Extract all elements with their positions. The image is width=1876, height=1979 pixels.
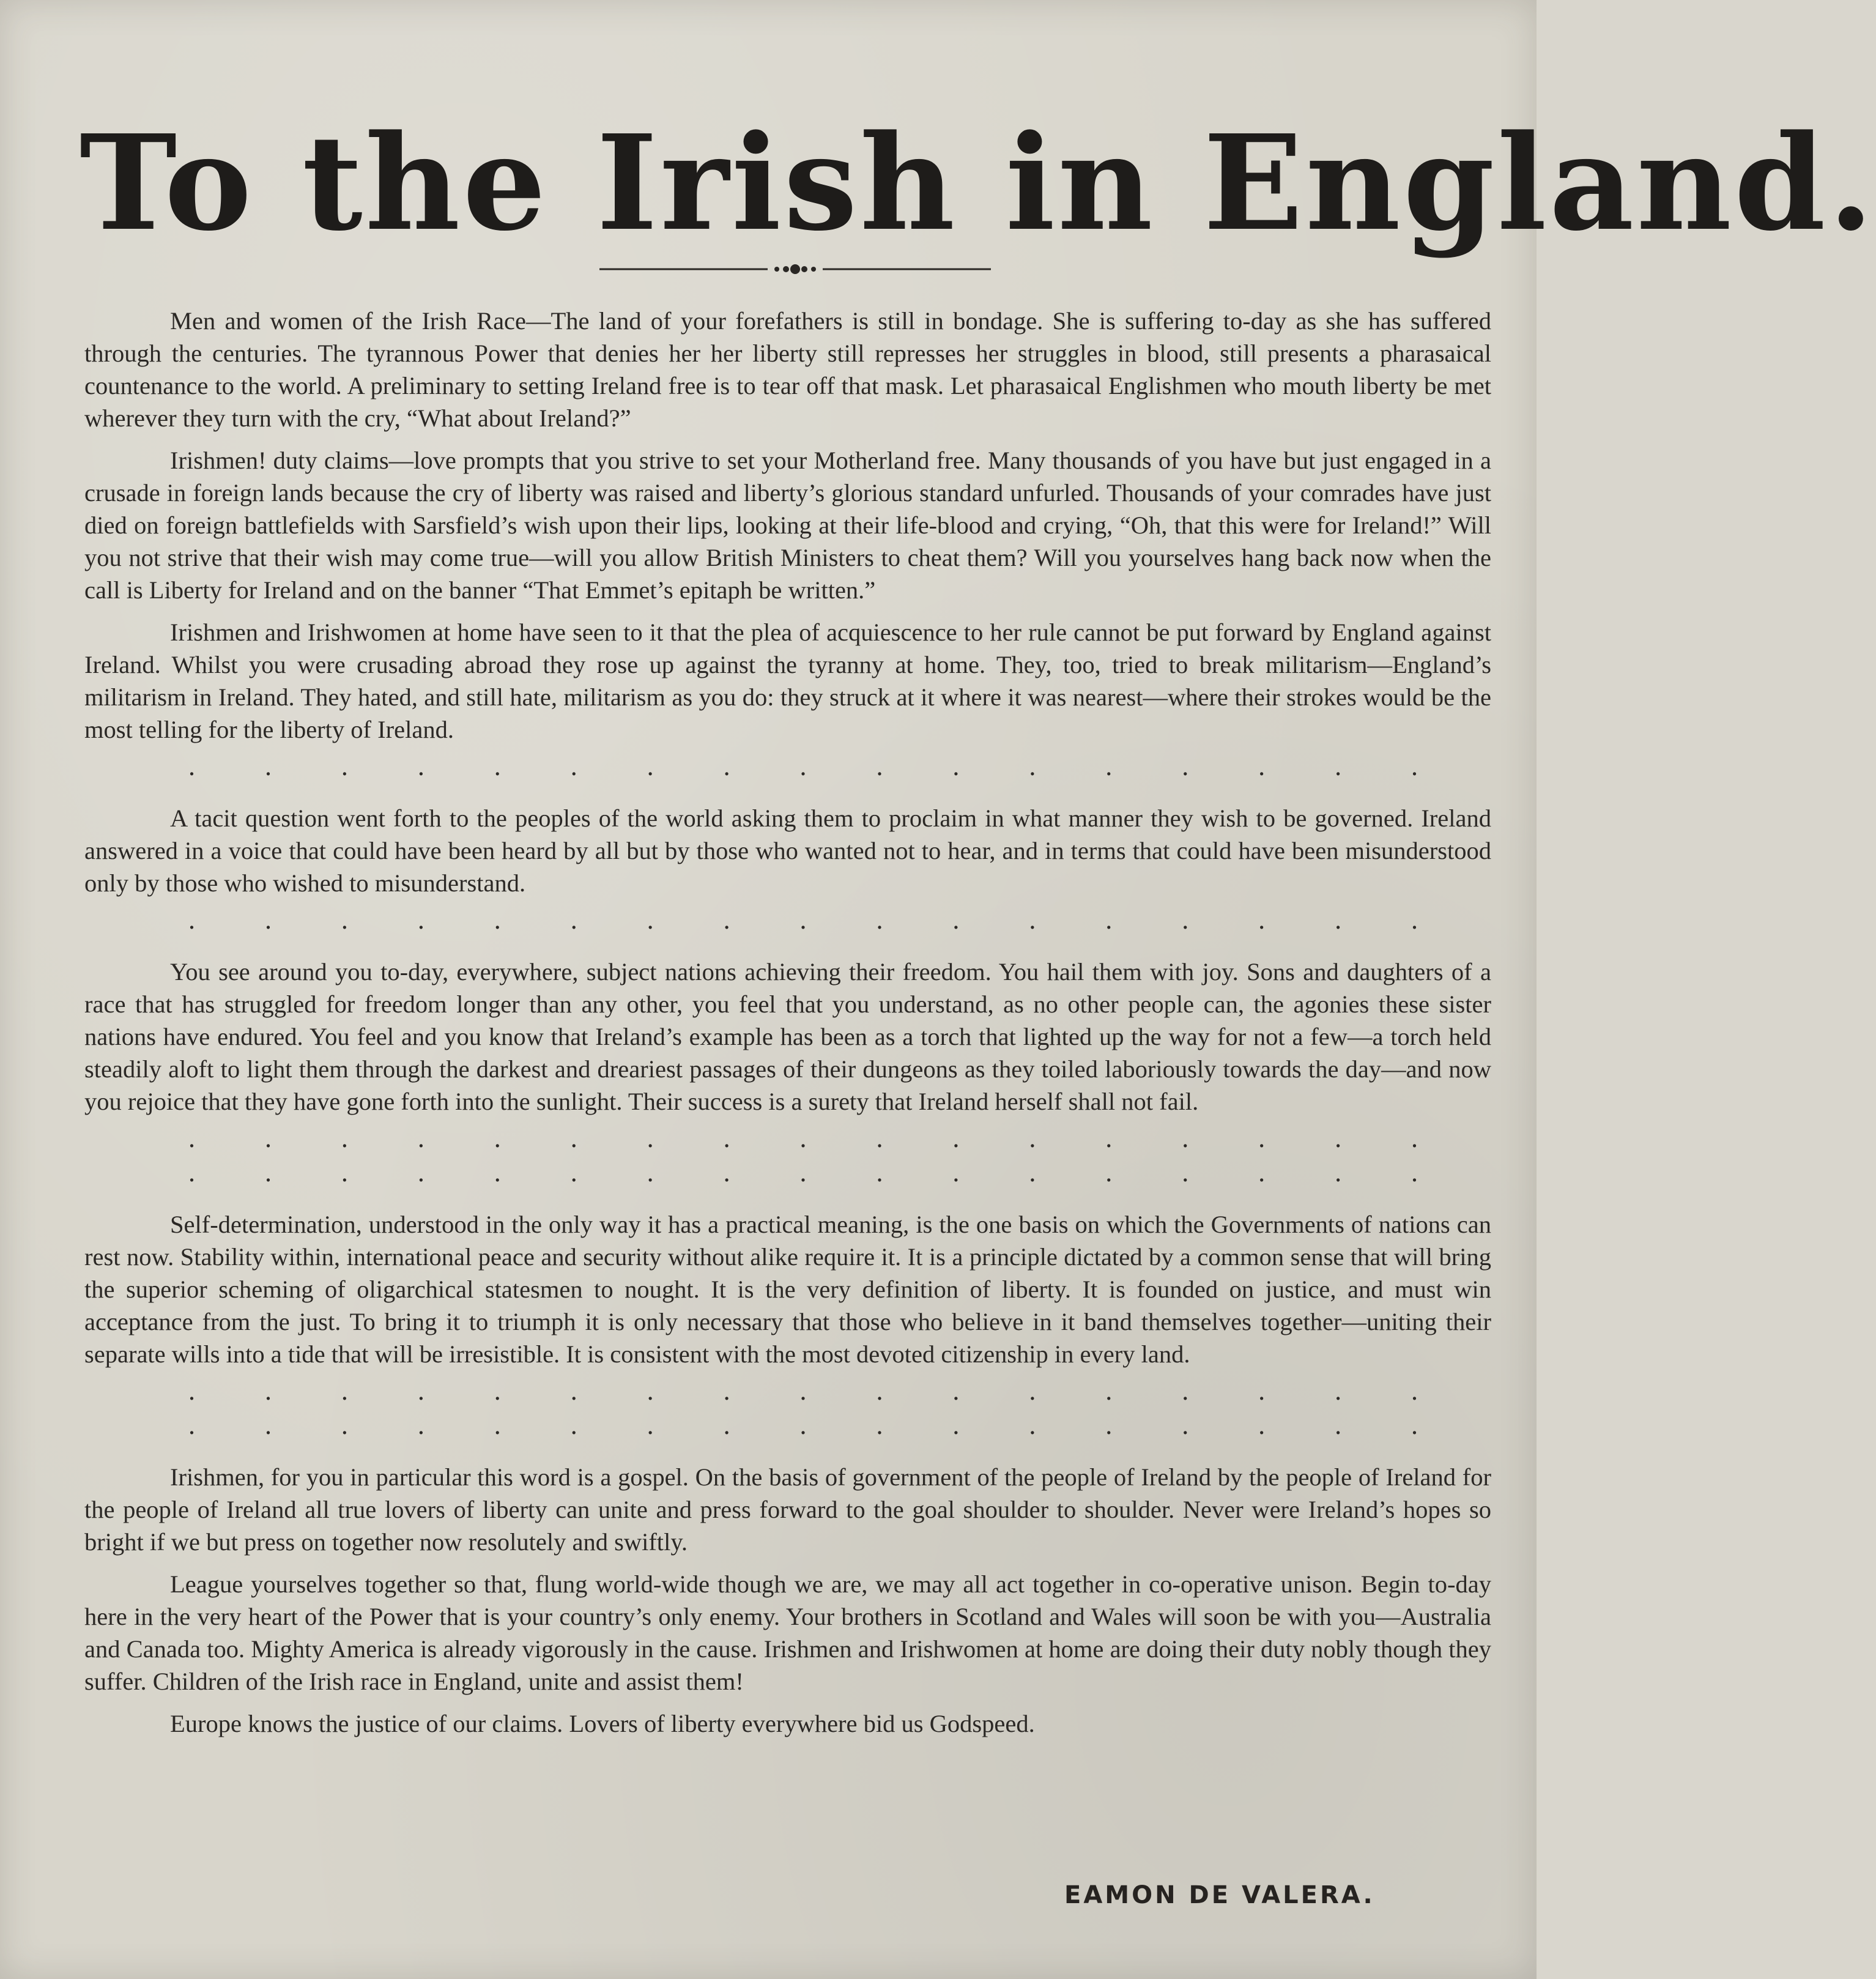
paragraph-7: Irishmen, for you in particular this word is a gospel. On the basis of government of the people of Ireland by the people of Ireland for the people of Ireland all true lovers of liberty can unite and press forward to the goal shoulder to shoulder. Never were Ireland’s hopes so bright if we but press on together now resolutely and swiftly.: [84, 1463, 1491, 1556]
dot: .: [417, 1123, 425, 1153]
dot: .: [799, 1410, 807, 1440]
dot: .: [1182, 751, 1189, 781]
dot: .: [952, 1376, 960, 1406]
dot: .: [723, 1410, 730, 1440]
dot: .: [1182, 1410, 1189, 1440]
dot: .: [1029, 751, 1036, 781]
dot: .: [494, 1157, 501, 1187]
dot: .: [264, 1376, 272, 1406]
dot: .: [876, 1123, 883, 1153]
dot: .: [188, 1410, 195, 1440]
dot: .: [570, 1410, 577, 1440]
dot: .: [723, 1123, 730, 1153]
paragraph-4: A tacit question went forth to the peoples of the world asking them to proclaim in what manner they wish to be governed. Ireland answered in a voice that could have been heard by all but by those who wanted not to hear, and in terms that could have been misunderstood only by those who wished to misunderstand.: [84, 804, 1491, 897]
dot: .: [647, 905, 654, 935]
dot: .: [341, 1410, 348, 1440]
dot: .: [799, 905, 807, 935]
dot: .: [1258, 1376, 1266, 1406]
dot: .: [1029, 1123, 1036, 1153]
dot: .: [570, 1123, 577, 1153]
dot: .: [952, 751, 960, 781]
dot: .: [494, 1123, 501, 1153]
dot: .: [647, 1410, 654, 1440]
dot: .: [1335, 1157, 1342, 1187]
dot: .: [341, 1376, 348, 1406]
dot: .: [799, 1123, 807, 1153]
dot: .: [570, 751, 577, 781]
dot: .: [188, 1157, 195, 1187]
dot-row: [84, 1125, 1491, 1152]
dot-row: [84, 907, 1491, 934]
dot: .: [417, 1376, 425, 1406]
dot: .: [1105, 751, 1113, 781]
dot: .: [1105, 1157, 1113, 1187]
dot: .: [264, 1157, 272, 1187]
paragraph-2: Irishmen! duty claims—love prompts that you strive to set your Motherland free. Many thousands of you have but just engaged in a crusade in foreign lands because the cry of liberty was raised and liberty’s glorious standard unfurled. Thousands of your comrades have just died on foreign battlefields with Sarsfield’s wish upon their lips, looking at their life-blood and crying, “Oh, that this were for Ireland!” Will you not strive that their wish may come true—will you allow British Ministers to cheat them? Will you yourselves hang back now when the call is Liberty for Ireland and on the banner “That Emmet’s epitaph be written.”: [84, 447, 1491, 604]
dot: .: [1182, 905, 1189, 935]
dot: .: [188, 1376, 195, 1406]
dot: .: [1411, 1410, 1418, 1440]
dot: .: [723, 905, 730, 935]
dot: .: [417, 1410, 425, 1440]
dot: .: [876, 1157, 883, 1187]
dot: .: [1105, 1376, 1113, 1406]
dot-row: [84, 1159, 1491, 1186]
dot: .: [264, 905, 272, 935]
dot: .: [1029, 905, 1036, 935]
dot: .: [799, 1157, 807, 1187]
dot: .: [1029, 1376, 1036, 1406]
dot: .: [1258, 905, 1266, 935]
dot: .: [188, 1123, 195, 1153]
dot: .: [494, 905, 501, 935]
dot: .: [952, 1123, 960, 1153]
dot: .: [876, 905, 883, 935]
dot: .: [647, 1376, 654, 1406]
paragraph-9: Europe knows the justice of our claims. Lovers of liberty everywhere bid us Godspeed.: [170, 1710, 1035, 1737]
paragraph-5: You see around you to-day, everywhere, subject nations achieving their freedom. You hail them with joy. Sons and daughters of a race that has struggled for freedom longer than any other, you feel that you understand, as no other people can, the agonies these sister nations have endured. You feel and you know that Ireland’s example has been as a torch that lighted up the way for not a few—a torch held steadily aloft to light them through the darkest and dreariest passages of their dungeons as they toiled laboriously towards the day—and now you rejoice that they have gone forth into the sunlight. Their success is a surety that Ireland herself shall not fail.: [84, 958, 1491, 1115]
dot: .: [952, 1410, 960, 1440]
dot: .: [1029, 1410, 1036, 1440]
dot: .: [341, 1123, 348, 1153]
paragraph-3: Irishmen and Irishwomen at home have seen to it that the plea of acquiescence to her rule cannot be put forward by England against Ireland. Whilst you were crusading abroad they rose up against the tyranny at home. They, too, tried to break militarism—England’s militarism in Ireland. They hated, and still hate, militarism as you do: they struck at it where it was nearest—where their strokes would be the most telling for the liberty of Ireland.: [84, 618, 1491, 743]
dot-separator-4: [84, 1378, 1491, 1439]
dot: .: [570, 1376, 577, 1406]
dot: .: [1411, 751, 1418, 781]
proclamation-body: [84, 305, 1491, 1740]
dot-row: [84, 753, 1491, 780]
dot: .: [876, 1376, 883, 1406]
dot: .: [188, 751, 195, 781]
dot: .: [1258, 1410, 1266, 1440]
dot: .: [1182, 1123, 1189, 1153]
dot: .: [494, 1376, 501, 1406]
dot-separator-1: [84, 753, 1491, 780]
dot: .: [494, 751, 501, 781]
dot: .: [1411, 905, 1418, 935]
dot: .: [1411, 1123, 1418, 1153]
dot-row: [84, 1412, 1491, 1439]
dot: .: [876, 751, 883, 781]
dot: .: [341, 1157, 348, 1187]
dot: .: [417, 1157, 425, 1187]
dot: .: [1182, 1376, 1189, 1406]
dot: .: [1335, 1410, 1342, 1440]
dot-separator-2: [84, 907, 1491, 934]
dot: .: [417, 751, 425, 781]
paragraph-1: Men and women of the Irish Race—The land of your forefathers is still in bondage. She is suffering to-day as she has suffered through the centuries. The tyrannous Power that denies her her liberty still represses her struggles in blood, still presents a pharasaical countenance to the world. A preliminary to setting Ireland free is to tear off that mask. Let pharasaical Englishmen who mouth liberty be met wherever they turn with the cry, “What about Ireland?”: [84, 307, 1491, 432]
dot: .: [570, 905, 577, 935]
paragraph-8: League yourselves together so that, flung world-wide though we are, we may all act together in co-operative unison. Begin to-day here in the very heart of the Power that is your country’s only enemy. Your brothers in Scotland and Wales will soon be with you—Australia and Canada too. Mighty America is already vigorously in the cause. Irishmen and Irishwomen at home are doing their duty nobly though they suffer. Children of the Irish race in England, unite and assist them!: [84, 1570, 1491, 1695]
dot: .: [1335, 751, 1342, 781]
dot: .: [952, 905, 960, 935]
dot: .: [1182, 1157, 1189, 1187]
dot: .: [1335, 905, 1342, 935]
dot: .: [799, 1376, 807, 1406]
dot: .: [647, 1157, 654, 1187]
paragraph-6: Self-determination, understood in the only way it has a practical meaning, is the one basis on which the Governments of nations can rest now. Stability within, international peace and security without alike require it. It is a principle dictated by a common sense that will bring the superior scheming of oligarchical statesmen to nought. It is the very definition of liberty. It is founded on justice, and must win acceptance from the just. To bring it to triumph it is only necessary that those who believe in it band themselves together—uniting their separate wills into a tide that will be irresistible. It is consistent with the most devoted citizenship in every land.: [84, 1211, 1491, 1368]
dot: .: [1105, 1123, 1113, 1153]
dot: .: [1258, 1157, 1266, 1187]
dot: .: [723, 1157, 730, 1187]
dot: .: [417, 905, 425, 935]
dot: .: [1029, 1157, 1036, 1187]
dot: .: [1411, 1376, 1418, 1406]
dot: .: [264, 751, 272, 781]
dot: .: [723, 751, 730, 781]
dot: .: [264, 1410, 272, 1440]
dot: .: [1105, 905, 1113, 935]
dot: .: [1411, 1157, 1418, 1187]
dot: .: [647, 751, 654, 781]
dot: .: [494, 1410, 501, 1440]
page-title: To the Irish in England.: [80, 106, 1876, 260]
dot: .: [647, 1123, 654, 1153]
dot: .: [1335, 1376, 1342, 1406]
dot: .: [341, 751, 348, 781]
dot: .: [952, 1157, 960, 1187]
dot: .: [799, 751, 807, 781]
dot: .: [1335, 1123, 1342, 1153]
dot: .: [1105, 1410, 1113, 1440]
dot: .: [1258, 751, 1266, 781]
dot-row: [84, 1378, 1491, 1405]
dot: .: [341, 905, 348, 935]
dot: .: [570, 1157, 577, 1187]
dot: .: [188, 905, 195, 935]
dot: .: [876, 1410, 883, 1440]
title-rule-ornament: [599, 260, 991, 278]
signature: EAMON DE VALERA.: [1064, 1881, 1375, 1909]
dot: .: [264, 1123, 272, 1153]
dot: .: [723, 1376, 730, 1406]
dot: .: [1258, 1123, 1266, 1153]
dot-separator-3: [84, 1125, 1491, 1186]
